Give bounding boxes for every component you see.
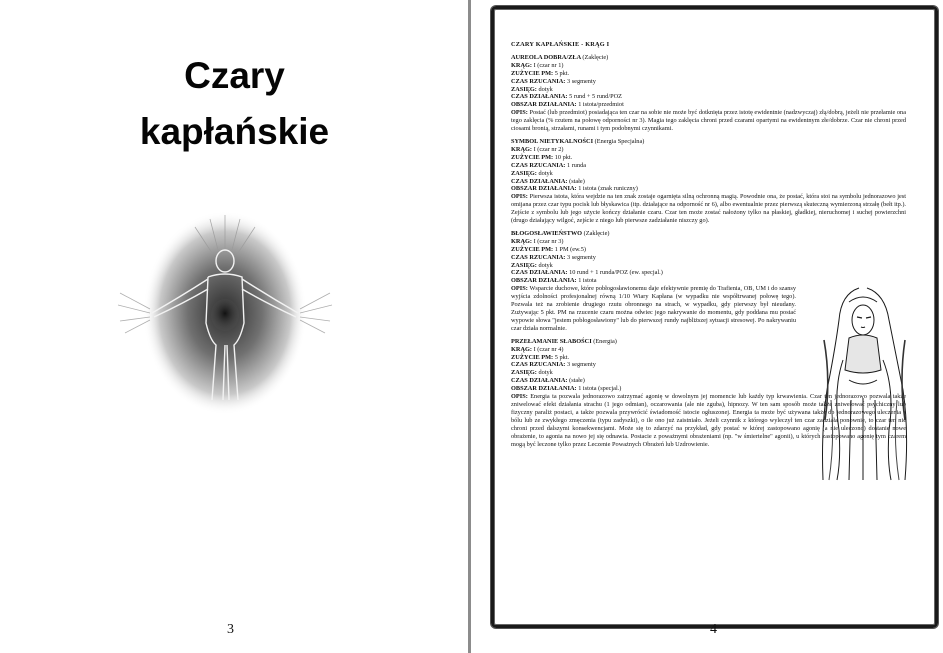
label-cost: ZUŻYCIE PM: [511,69,554,77]
spell-name: AUREOLA DOBRA/ZŁA [511,53,581,61]
page-title [0,48,469,160]
energy-body-illustration [110,205,340,415]
label-duration: CZAS DZIAŁANIA: [511,269,568,277]
label-duration: CZAS DZIAŁANIA: [511,377,568,385]
label-range: ZASIĘG: [511,261,537,269]
value-area: 1 istota [578,277,597,285]
label-circle: KRĄG: [511,145,532,153]
label-area: OBSZAR DZIAŁANIA: [511,101,577,109]
label-casting: CZAS RZUCANIA: [511,161,566,169]
value-casting: 3 segmenty [566,77,596,85]
label-cost: ZUŻYCIE PM: [511,353,554,361]
section-title: CZARY KAPŁAŃSKIE - KRĄG I [511,41,610,48]
value-duration: 5 rund + 5 rund/POZ [569,93,622,101]
value-cost: 5 pkt. [554,353,570,361]
label-range: ZASIĘG: [511,169,537,177]
value-casting: 3 segmenty [566,361,596,369]
spell-entry [511,138,906,225]
page-number: 4 [710,622,717,637]
label-cost: ZUŻYCIE PM: [511,245,554,253]
label-duration: CZAS DZIAŁANIA: [511,177,568,185]
label-description: OPIS: [511,285,528,293]
value-circle: I (czar nr 1) [533,61,564,69]
value-casting: 3 segmenty [566,253,596,261]
title-line-2: kapłańskie [139,111,330,152]
label-area: OBSZAR DZIAŁANIA: [511,277,577,285]
label-description: OPIS: [511,109,528,117]
page-number: 3 [227,622,234,637]
label-casting: CZAS RZUCANIA: [511,253,566,261]
spell-name: SYMBOL NIETYKALNOŚCI [511,137,594,145]
spell-description: Postać (lub przedmiot) posiadająca ten czar na sobie nie może być dotknięta przez istotę ewidentnie (nadzwyczaj) złą/dobrą, jeżeli nie przełamie ona tego zaklęcia (% rzutem na połowę odporności nr 3). Magia tego zaklęcia chroni przed czarami opartymi na ewidentnym złe/dobrze. Czar nie chroni przed ciosami bronią, strzałami, runami i tym podobnymi czynnikami. [511,109,906,133]
value-range: dotyk [538,261,553,269]
label-circle: KRĄG: [511,345,532,353]
spell-name: PRZEŁAMANIE SŁABOŚCI [511,337,592,345]
label-area: OBSZAR DZIAŁANIA: [511,185,577,193]
spell-kind: (Zaklęcie) [582,53,609,61]
value-circle: I (czar nr 2) [533,145,564,153]
priestess-illustration [819,280,909,485]
value-duration: 10 rund + 1 runda/POZ (ew. specjal.) [569,269,663,277]
label-range: ZASIĘG: [511,369,537,377]
label-duration: CZAS DZIAŁANIA: [511,93,568,101]
spell-name: BŁOGOSŁAWIEŃSTWO [511,229,583,237]
value-range: dotyk [538,169,553,177]
spell-entry [511,54,906,133]
value-circle: I (czar nr 3) [533,237,564,245]
label-description: OPIS: [511,193,528,201]
spell-description: Wsparcie duchowe, które pobłogosławionemu daje efektywnie premię do Trafienia, OB, UM i do szansy wyjścia zdolności profesjonalnej równą 1/10 Wiary Kapłana (w wypadku nie współtrwanej połowę tego). Pozwala też na zrobienie drugiego rzutu obronnego na strach, w wypadku, gdy pierwszy był nieudany. Zużywając 5 pkt. PM na rzucenie czaru można odwiec jego nakrywanie do momentu, gdy poddana mu postać wypowie słowa "jestem pobłogosławiony" lub do pierwszej rundy najbliższej sytuacji stresowej. Po nakrywaniu czar działa normalnie. [511,285,797,332]
title-line-1: Czary [184,55,285,96]
right-page [471,0,943,653]
value-range: dotyk [538,85,553,93]
value-area: 1 istota (znak runiczny) [578,185,638,193]
value-cost: 10 pkt. [554,153,573,161]
spell-kind: (Zaklęcie) [583,229,610,237]
value-circle: I (czar nr 4) [533,345,564,353]
spell-kind: (Energia) [593,337,617,345]
label-description: OPIS: [511,393,528,401]
value-cost: 5 pkt. [554,69,570,77]
label-casting: CZAS RZUCANIA: [511,77,566,85]
label-casting: CZAS RZUCANIA: [511,361,566,369]
label-circle: KRĄG: [511,61,532,69]
spell-kind: (Energia Specjalna) [594,137,645,145]
left-page [0,0,469,653]
spell-description: Pierwsza istota, która wejdzie na ten znak zostaje ogarnięta silną ochronną magią. Powodnie ona, że postać, która stoi na symbolu jednorazowo jest omijana przez czar typu pocisk lub błyskawica (itp. działające na odporność nr 6), albo ewentualnie przez pierwszą skuteczną wymierzoną strzałę (bełt itp.). Zejście z symbolu lub jego użycie kończy działanie czaru. Czar ten może zostać nałożony tylko na płaskiej, gładkiej, nieruchomej i suchej powierzchni (drugo działający wilgoć, zejście z niego lub pierwsze zadziałanie niszczy go). [511,193,907,225]
value-duration: (stałe) [569,177,585,185]
label-range: ZASIĘG: [511,85,537,93]
spell-description: Energia ta pozwala jednorazowo zatrzymać agonię w dowolnym jej momencie lub każdy typ krwawienia. Czar ten jednorazowo pozwala także zniwelować efekt działania strachu (1 jego odmian), oczarowania (ale nie zguba), hipnozy. W ten sam sposób może także zniwelować psychiczny lub fizyczny paraliż postaci, a także pozwala przywrócić świadomość istocie ogłuszonej. Energia ta może być używana także do jednorazowego uleczenia z bólu lub ze zwykłego zmęczenia (typu zadyszki), o ile ono już zaistniało. Jeżeli czynnik z którego wyleczył ten czar zadziała ponownie, to czar ten nie chroni przed dalszymi konsekwencjami. Może się to zdarzyć na przykład, gdy postać w której zastopowano agonię (a nie uleczono) dostanie nowe obrażenie, to agonia na nowo jej się odnawia. Postacie z poważnymi obrażeniami (np. "w śmiertelne" agonii), u których zastopowano agonię tym czarem mogą być leczone tylko przez Leczenie Poważnych Obrażeń lub Uzdrowienie. [511,393,907,448]
value-casting: 1 runda [566,161,587,169]
value-area: 1 istota/przedmiot [578,101,624,109]
label-circle: KRĄG: [511,237,532,245]
value-range: dotyk [538,369,553,377]
label-area: OBSZAR DZIAŁANIA: [511,385,577,393]
value-area: 1 istota (specjal.) [578,385,622,393]
value-cost: 1 PM (ew.5) [554,245,586,253]
value-duration: (stałe) [569,377,585,385]
label-cost: ZUŻYCIE PM: [511,153,554,161]
